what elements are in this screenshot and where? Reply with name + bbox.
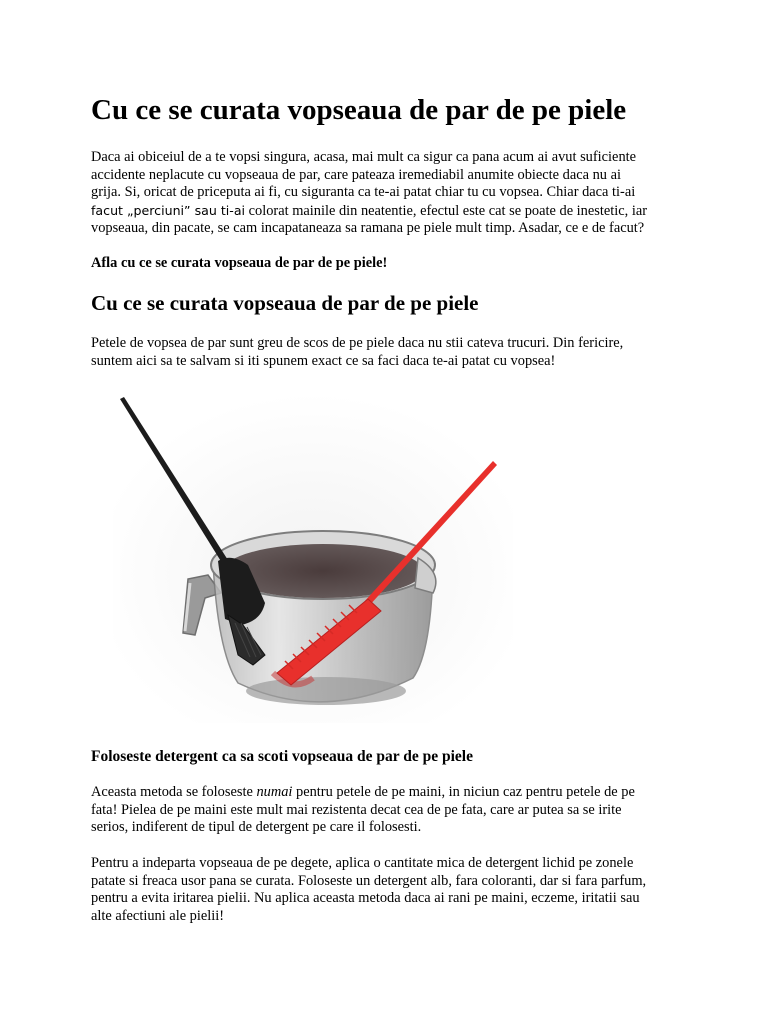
aceasta-paragraph	[91, 784, 691, 837]
intro-line: Daca ai obiceiul de a te vopsi singura, acasa, mai mult ca sigur ca pana acum ai avut suficiente	[91, 149, 637, 165]
intro-line-mixed	[91, 202, 691, 221]
aceasta-line: fata! Pielea de pe maini este mult mai rezistenta decat cea de pe fata, care ar putea sa se irite	[91, 801, 622, 818]
pentru-line: pentru a evita iritarea pielii. Nu aplica aceasta metoda daca ai rani pe maini, eczeme, iritatii sau	[91, 890, 640, 907]
aceasta-text-a: Aceasta metoda se foloseste	[91, 784, 257, 800]
afla-callout: Afla cu ce se curata vopseaua de par de pe piele!	[91, 255, 388, 271]
bowl-base	[246, 677, 406, 705]
section-subtitle: Cu ce se curata vopseaua de par de pe piele	[91, 291, 479, 315]
pentru-line: alte afectiuni ale pielii!	[91, 907, 225, 924]
intro-paragraph	[91, 149, 691, 238]
aceasta-text-b: pentru petele de pe maini, in niciun caz pentru petele de pe	[292, 784, 635, 800]
aceasta-emphasis: numai	[256, 784, 293, 800]
aceasta-line: serios, indiferent de tipul de detergent pe care il folosesti.	[91, 819, 422, 836]
intro-line: grija. Si, oricat de priceputa ai fi, cu siguranta ca te-ai patat chiar tu cu vopsea. Chiar daca ti-ai	[91, 184, 636, 201]
petele-line: Petele de vopsea de par sunt greu de scos de pe piele daca nu stii cateva trucuri. Din fericire,	[91, 335, 624, 351]
pentru-paragraph	[91, 855, 691, 925]
hair-dye-kit-illustration	[113, 393, 513, 723]
pentru-line: Pentru a indeparta vopseaua de pe degete, aplica o cantitate mica de detergent lichid pe zonele	[91, 855, 634, 871]
intro-line: accidente neplacute cu vopseaua de par, care pateaza iremediabil anumite obiecte daca nu ai	[91, 166, 621, 183]
petele-paragraph	[91, 335, 691, 370]
pentru-line: patate si freaca usor pana se curata. Foloseste un detergent alb, fara coloranti, dar si fara parfum,	[91, 872, 647, 889]
article-title: Cu ce se curata vopseaua de par de pe piele	[91, 94, 627, 126]
petele-line: suntem aici sa te salvam si iti spunem exact ce sa faci daca te-ai patat cu vopsea!	[91, 352, 556, 369]
intro-line-serif-part: colorat mainile din neatentie, efectul este cat se poate de inestetic, iar	[245, 202, 648, 219]
aceasta-line-first	[91, 784, 691, 802]
hair-dye-kit-image	[113, 393, 513, 723]
intro-line-sans-part: facut „perciuni” sau ti-ai	[91, 202, 246, 218]
intro-line: vopseaua, din pacate, se cam incapataneaza sa ramana pe piele mult timp. Asadar, ce e de facut?	[91, 220, 645, 237]
detergent-heading: Foloseste detergent ca sa scoti vopseaua de par de pe piele	[91, 748, 473, 765]
